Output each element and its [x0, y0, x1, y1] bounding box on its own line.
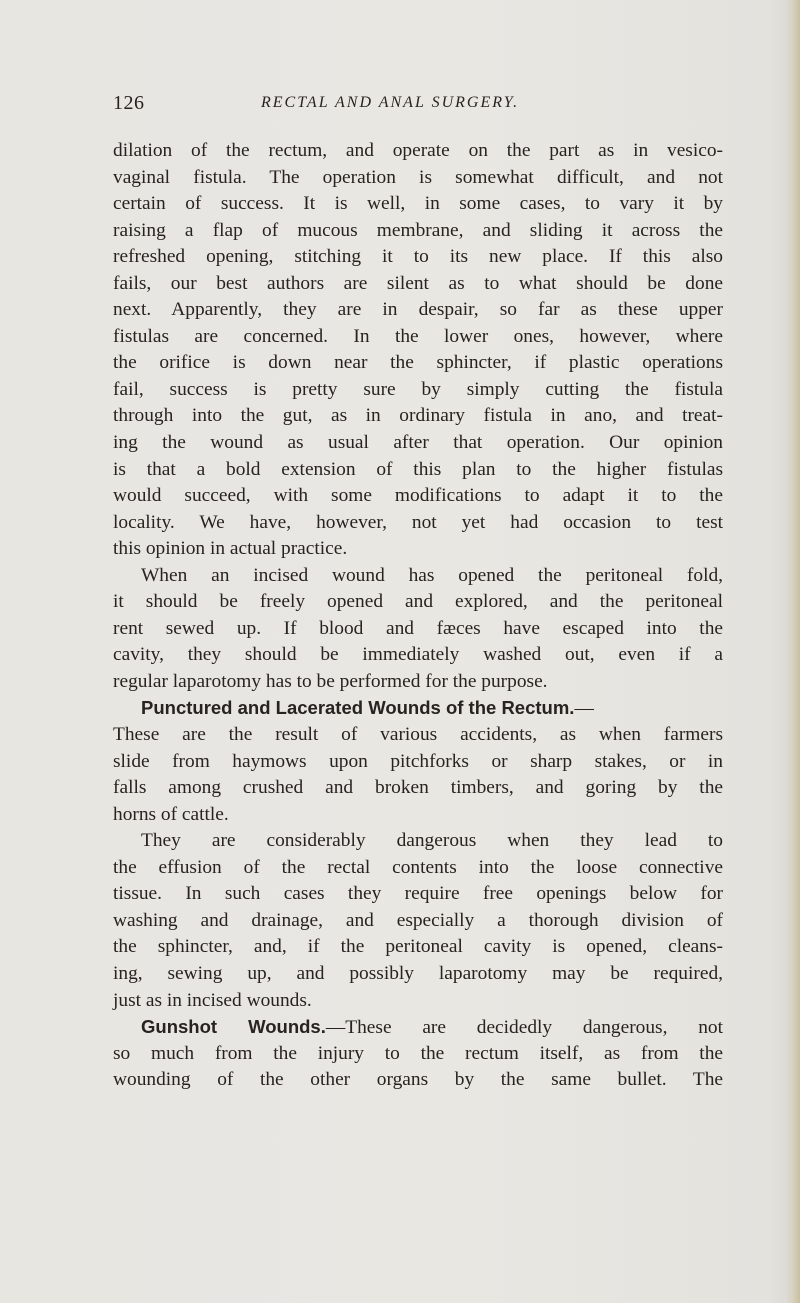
section-heading: Punctured and Lacerated Wounds of the Rectum. [141, 697, 575, 719]
text-line: the sphincter, and, if the peritoneal cavity is opened, cleans- [113, 936, 723, 958]
text-line: wounding of the other organs by the same bullet. The [113, 1069, 723, 1091]
text-line: this opinion in actual practice. [113, 538, 348, 560]
text-line: tissue. In such cases they require free openings below for [113, 883, 723, 905]
text-line: falls among crushed and broken timbers, and goring by the [113, 777, 723, 799]
section-heading-line: Punctured and Lacerated Wounds of the Rectum.— [141, 697, 594, 720]
text-line: certain of success. It is well, in some cases, to vary it by [113, 193, 723, 215]
text-line: fail, success is pretty sure by simply cutting the fistula [113, 378, 723, 400]
text-line: cavity, they should be immediately washed out, even if a [113, 644, 723, 666]
text-line: slide from haymows upon pitchforks or sharp stakes, or in [113, 750, 723, 772]
section-heading: Gunshot Wounds. [141, 1016, 326, 1038]
running-title: RECTAL AND ANAL SURGERY. [261, 94, 520, 111]
text-line: would succeed, with some modifications to adapt it to the [113, 485, 723, 507]
text-line: is that a bold extension of this plan to the higher fistulas [113, 458, 723, 480]
text-line: it should be freely opened and explored, and the peritoneal [113, 591, 723, 613]
text-line: When an incised wound has opened the peritoneal fold, [141, 564, 723, 586]
text-line: horns of cattle. [113, 803, 229, 825]
page-number: 126 [113, 92, 145, 114]
section-heading-line: Gunshot Wounds.—These are decidedly dangerous, not [141, 1016, 723, 1039]
text-line: through into the gut, as in ordinary fistula in ano, and treat- [113, 405, 723, 427]
text-line: vaginal fistula. The operation is somewhat difficult, and not [113, 166, 723, 188]
text-line: just as in incised wounds. [113, 989, 312, 1011]
text-line: fistulas are concerned. In the lower ones, however, where [113, 325, 723, 347]
text-line: the effusion of the rectal contents into the loose connective [113, 856, 723, 878]
text-line: ing, sewing up, and possibly laparotomy may be required, [113, 962, 723, 984]
text-line: washing and drainage, and especially a thorough division of [113, 909, 723, 931]
text-line: ing the wound as usual after that operation. Our opinion [113, 432, 723, 454]
text-line: the orifice is down near the sphincter, if plastic operations [113, 352, 723, 374]
text-line: fails, our best authors are silent as to what should be done [113, 272, 723, 294]
page-edge [786, 0, 800, 1303]
page-header [113, 92, 723, 116]
text-line: raising a flap of mucous membrane, and sliding it across the [113, 219, 723, 241]
body-text [113, 138, 723, 1094]
text-line: They are considerably dangerous when they lead to [141, 830, 723, 852]
text-line: These are the result of various accidents, as when farmers [113, 724, 723, 746]
text-line: refreshed opening, stitching it to its new place. If this also [113, 246, 723, 268]
text-line: dilation of the rectum, and operate on the part as in vesico- [113, 140, 723, 161]
text-line: rent sewed up. If blood and fæces have escaped into the [113, 617, 723, 639]
text-line: locality. We have, however, not yet had occasion to test [113, 511, 723, 533]
text-line: so much from the injury to the rectum itself, as from the [113, 1042, 723, 1064]
text-line: next. Apparently, they are in despair, so far as these upper [113, 299, 723, 321]
text-line: regular laparotomy has to be performed for the purpose. [113, 670, 548, 692]
